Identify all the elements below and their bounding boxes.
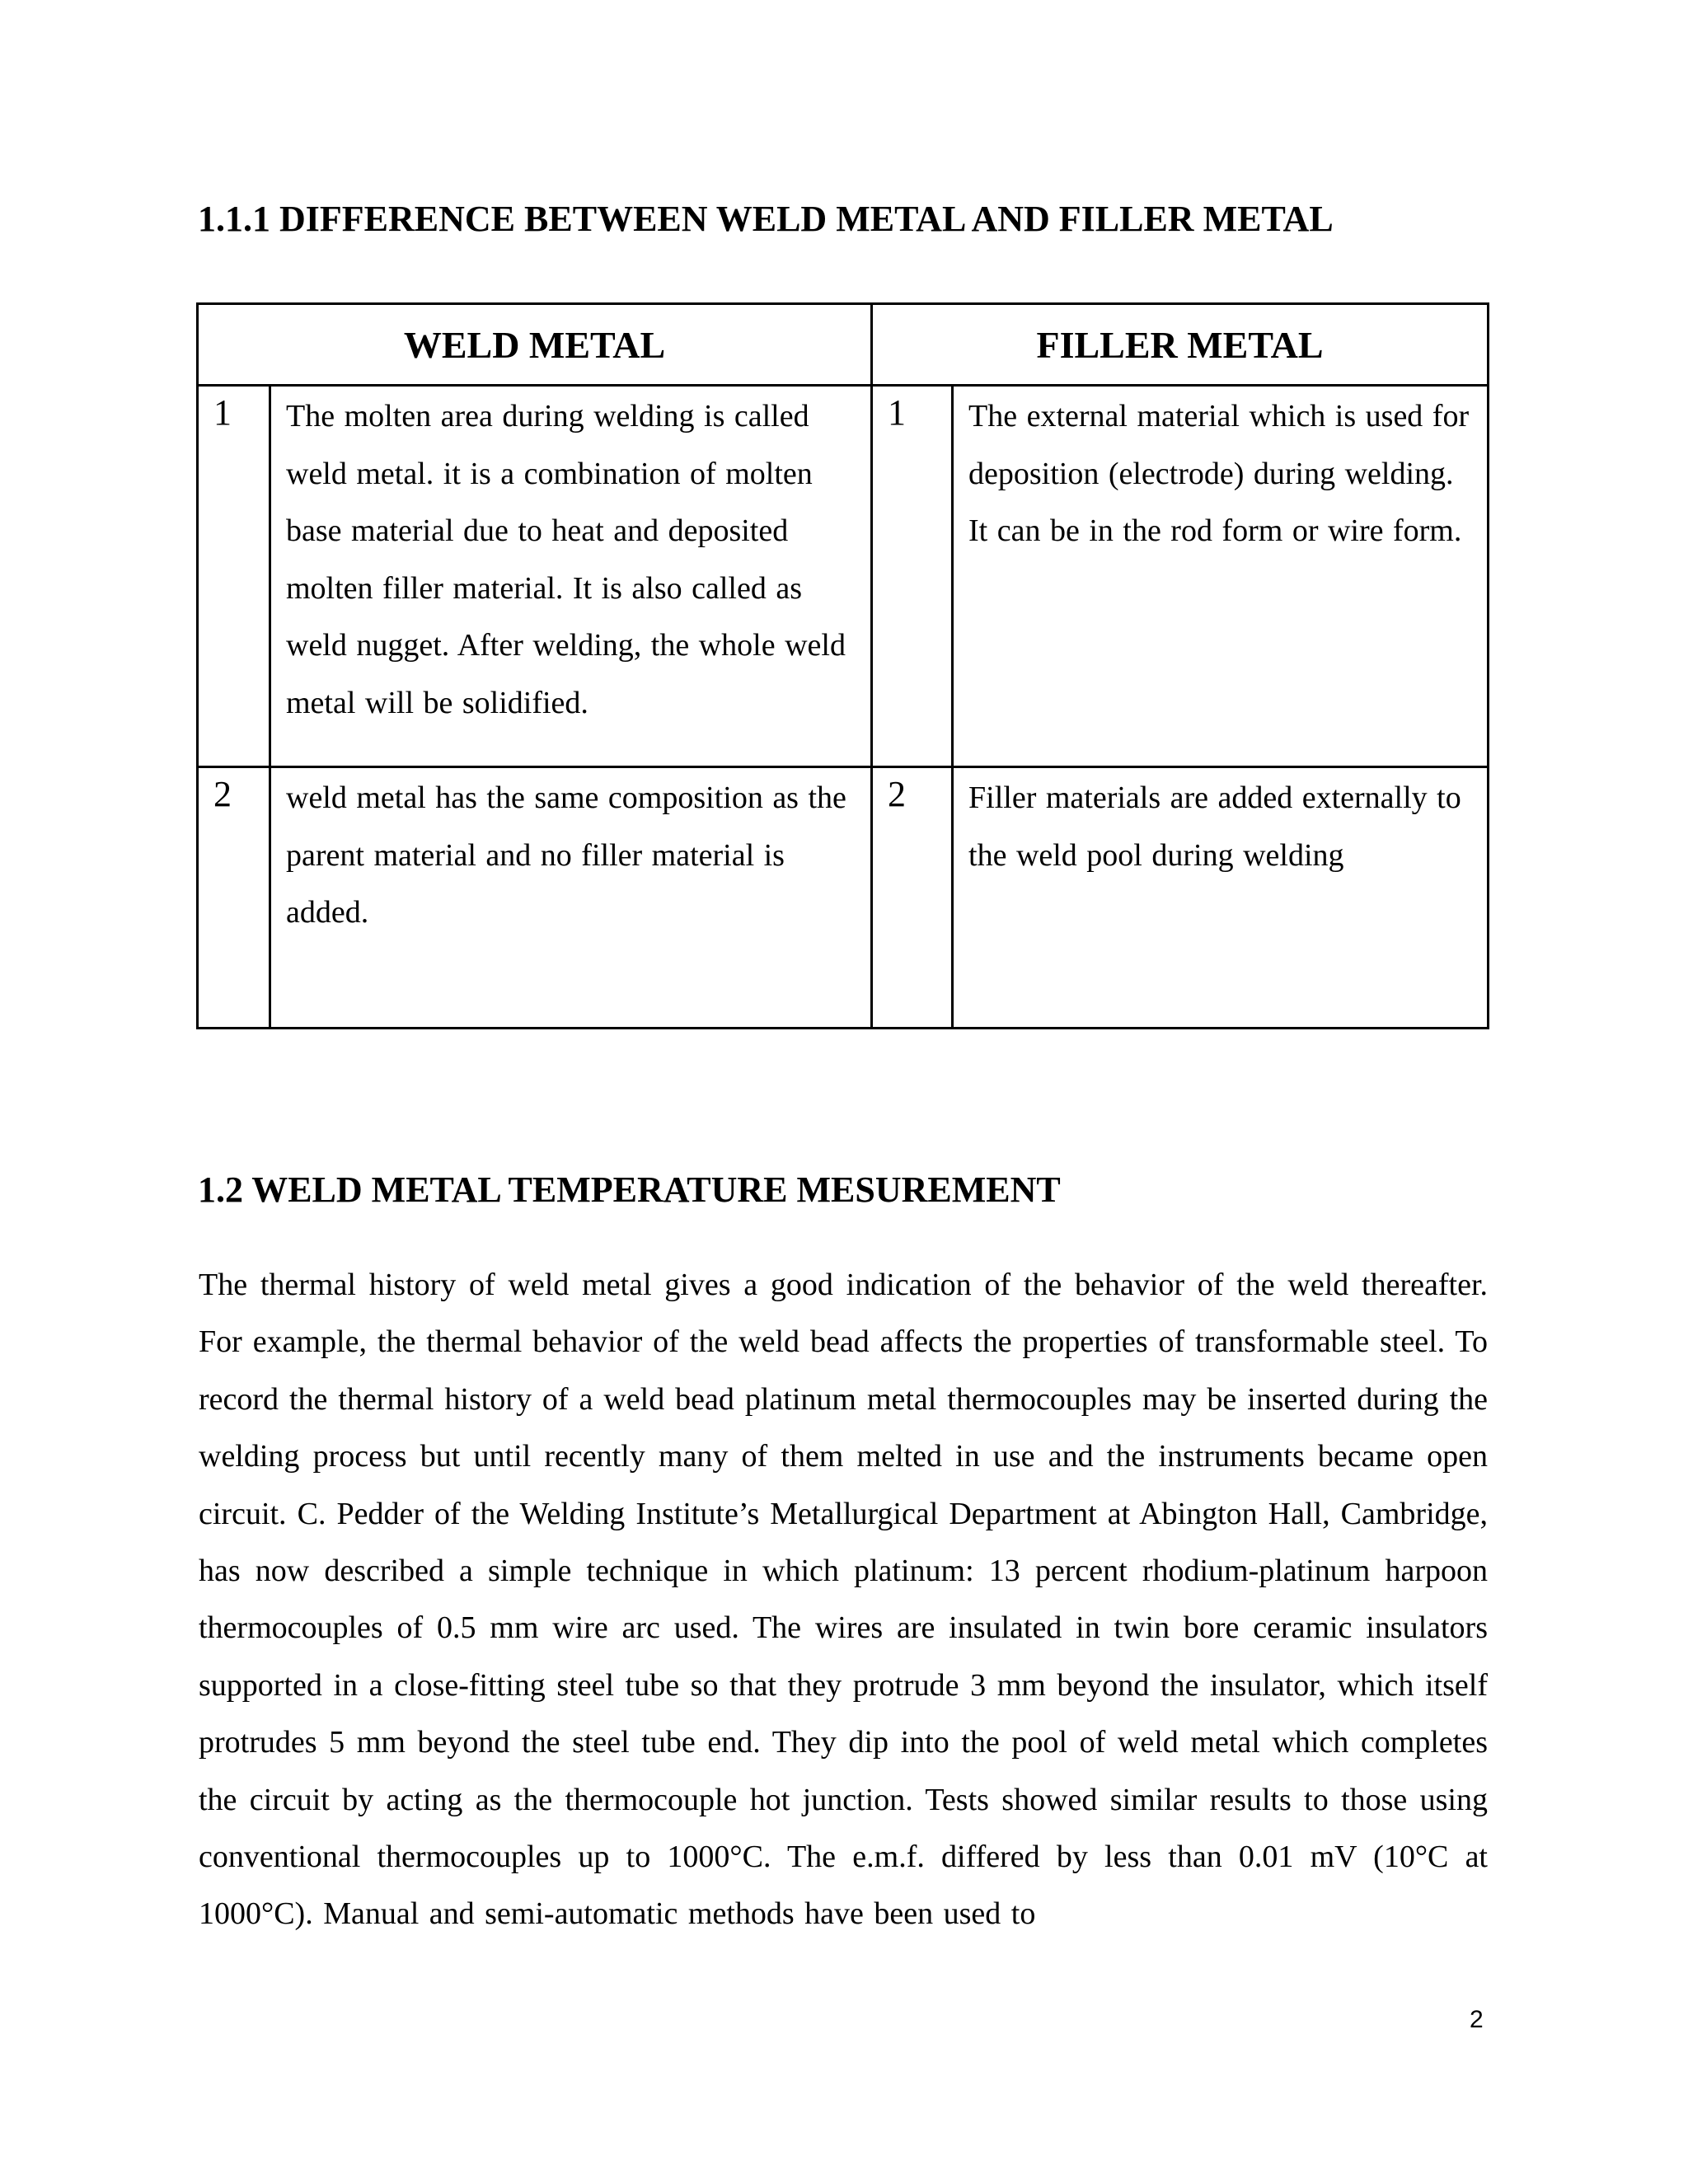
table-row <box>198 386 1489 767</box>
body-paragraph: The thermal history of weld metal gives a good indication of the behavior of the weld thereafter. For example, the thermal behavior of the weld bead affects the properties of transformable steel. To record the thermal history of a weld bead platinum metal thermocouples may be inserted during the welding process but until recently many of them melted in use and the instruments became open circuit. C. Pedder of the Welding Institute’s Metallurgical Department at Abington Hall, Cambridge, has now described a simple technique in which platinum: 13 percent rhodium-platinum harpoon thermocouples of 0.5 mm wire arc used. The wires are insulated in twin bore ceramic insulators supported in a close-fitting steel tube so that they protrude 3 mm beyond the insulator, which itself protrudes 5 mm beyond the steel tube end. They dip into the pool of weld metal which completes the circuit by acting as the thermocouple hot junction. Tests showed similar results to those using conventional thermocouples up to 1000°C. The e.m.f. differed by less than 0.01 mV (10°C at 1000°C). Manual and semi-automatic methods have been used to <box>199 1268 1488 1932</box>
comparison-table <box>196 302 1489 1029</box>
weld-row-number: 1 <box>198 386 270 767</box>
table-row <box>198 767 1489 1029</box>
filler-row-text: Filler materials are added externally to the weld pool during welding <box>953 767 1489 1029</box>
column-header-weld-metal: WELD METAL <box>198 304 872 386</box>
weld-row-number: 2 <box>198 767 270 1029</box>
weld-row-text: The molten area during welding is called weld metal. it is a combination of molten base material due to heat and deposited molten filler material. It is also called as weld nugget. After welding, the whole weld metal will be solidified. <box>270 386 872 767</box>
table-header-row <box>198 304 1489 386</box>
column-header-filler-metal: FILLER METAL <box>872 304 1489 386</box>
filler-row-number: 2 <box>872 767 953 1029</box>
weld-row-text: weld metal has the same composition as the parent material and no filler material is added. <box>270 767 872 1029</box>
page-number: 2 <box>1470 2006 1484 2033</box>
filler-row-number: 1 <box>872 386 953 767</box>
filler-row-text: The external material which is used for deposition (electrode) during welding. It can be in the rod form or wire form. <box>953 386 1489 767</box>
section-heading-difference: 1.1.1 DIFFERENCE BETWEEN WELD METAL AND FILLER METAL <box>198 199 1334 239</box>
section-heading-temperature: 1.2 WELD METAL TEMPERATURE MESUREMENT <box>198 1169 1061 1210</box>
